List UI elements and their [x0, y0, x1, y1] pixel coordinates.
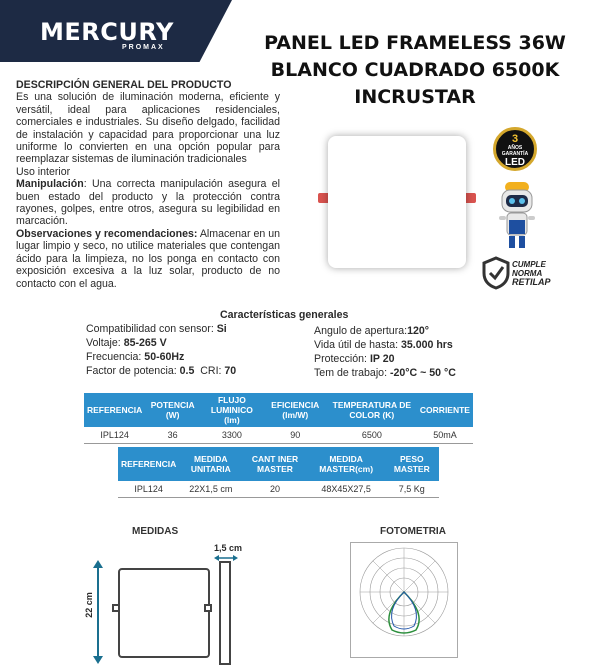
- depth-label: 1,5 cm: [214, 543, 243, 553]
- spec-value: 0.5: [179, 365, 195, 377]
- observations-label: Observaciones y recomendaciones:: [16, 227, 198, 240]
- table-header: FLUJO LUMINICO (lm): [200, 393, 264, 427]
- warranty-badge: [493, 127, 537, 171]
- table-header: REFERENCIA: [84, 393, 145, 427]
- spec-label: Protección:: [314, 353, 370, 365]
- spec-lifetime: [314, 339, 453, 351]
- spec-label: Compatibilidad con sensor:: [86, 323, 217, 335]
- measures-title: MEDIDAS: [132, 526, 179, 537]
- product-description: [16, 79, 280, 290]
- panel-front-drawing: [118, 568, 210, 658]
- table-row: [84, 427, 473, 444]
- table-cell: IPL124: [118, 481, 179, 498]
- spec-label: Angulo de apertura:: [314, 325, 408, 337]
- spec-value: 35.000 hrs: [400, 339, 453, 351]
- table-cell: 6500: [327, 427, 417, 444]
- table-cell: 20: [242, 481, 307, 498]
- table-cell: 50mA: [417, 427, 473, 444]
- handling-paragraph: [16, 178, 280, 228]
- description-body: Es una solución de iluminación moderna, eficiente y versátil, ideal para aplicaciones residenciales, comerciales e industriales. Su diseño delgado, facilidad de instalación y capacidad para proporcionar una luz uniforme lo convierten en una opción popular para reemplazar sistemas de iluminación tradicionales: [16, 91, 280, 166]
- specs-title: Características generales: [220, 309, 349, 321]
- photometry-title: FOTOMETRIA: [380, 526, 446, 537]
- spec-sensor: [86, 323, 227, 335]
- table-row: [118, 481, 439, 498]
- product-title: [240, 30, 590, 111]
- packaging-table: [118, 447, 439, 498]
- observations-paragraph: [16, 228, 280, 290]
- table-header-row: [118, 447, 439, 481]
- spec-value: IP 20: [369, 353, 395, 365]
- table-header: MEDIDA MASTER(cm): [308, 447, 385, 481]
- photometric-polar-chart: [352, 544, 456, 648]
- spec-power-factor: [86, 365, 236, 377]
- title-line-1: PANEL LED FRAMELESS 36W: [264, 32, 566, 54]
- spec-label: CRI:: [194, 365, 225, 377]
- retilap-label: [512, 260, 551, 287]
- spec-label: Tem de trabajo:: [314, 367, 390, 379]
- handling-text: : Una correcta manipulación asegura el buen estado del producto y la protección contra rayones, golpes, entre otros, asegura su legibilidad en marcación.: [16, 178, 280, 228]
- retilap-line-3: RETILAP: [512, 277, 551, 287]
- warranty-led: LED: [505, 157, 525, 168]
- spec-label: Vida útil de hasta:: [314, 339, 401, 351]
- table-cell: 90: [264, 427, 327, 444]
- spec-label: Factor de potencia:: [86, 365, 180, 377]
- panel-tab-right: [204, 604, 212, 612]
- spec-value: 85-265 V: [123, 337, 167, 349]
- technical-table: [84, 393, 473, 444]
- warranty-text: AÑOS GARANTÍA: [501, 145, 529, 157]
- title-line-3: INCRUSTAR: [354, 86, 476, 108]
- table-cell: 3300: [200, 427, 264, 444]
- spec-value: 70: [224, 365, 237, 377]
- brand-logo: MERCURY: [40, 18, 174, 46]
- spec-frequency: [86, 351, 184, 363]
- spec-beam-angle: [314, 325, 429, 337]
- led-panel-image: [328, 136, 466, 268]
- table-header: EFICIENCIA (lm/W): [264, 393, 327, 427]
- spec-label: Voltaje:: [86, 337, 124, 349]
- table-header: CANT INER MASTER: [242, 447, 307, 481]
- spec-voltage: [86, 337, 167, 349]
- table-header: MEDIDA UNITARIA: [179, 447, 242, 481]
- spec-value: 50-60Hz: [144, 351, 185, 363]
- table-cell: 48X45X27,5: [308, 481, 385, 498]
- spec-label: Frecuencia:: [86, 351, 145, 363]
- panel-tab-left: [112, 604, 120, 612]
- spec-value: Si: [216, 323, 227, 335]
- table-header: TEMPERATURA DE COLOR (K): [327, 393, 417, 427]
- retilap-line-1: CUMPLE: [512, 260, 546, 269]
- height-label: 22 cm: [83, 592, 94, 618]
- warranty-years: 3: [511, 133, 519, 145]
- table-cell: 22X1,5 cm: [179, 481, 242, 498]
- table-header: POTENCIA (W): [145, 393, 200, 427]
- table-header: REFERENCIA: [118, 447, 179, 481]
- mascot-robot-icon: [497, 180, 537, 250]
- spec-value: 120°: [407, 325, 429, 337]
- table-header: CORRIENTE: [417, 393, 473, 427]
- observations-text: Almacenar en un lugar limpio y seco, no utilice materiales que contengan ácido para la limpieza, no los ponga en contacto con exposición excesiva a la luz solar, producto de no contacto con el agua.: [16, 227, 280, 290]
- table-header: PESO MASTER: [385, 447, 439, 481]
- table-cell: 7,5 Kg: [385, 481, 439, 498]
- table-header-row: [84, 393, 473, 427]
- handling-label: Manipulación: [16, 178, 84, 191]
- spec-value: -20°C ~ 50 °C: [389, 367, 456, 379]
- panel-side-drawing: [219, 561, 231, 665]
- table-cell: IPL124: [84, 427, 145, 444]
- table-cell: 36: [145, 427, 200, 444]
- spec-work-temperature: [314, 367, 456, 379]
- title-line-2: BLANCO CUADRADO 6500K: [270, 59, 560, 81]
- retilap-shield-icon: [481, 256, 511, 290]
- spec-protection: [314, 353, 395, 365]
- description-use: Uso interior: [16, 165, 71, 178]
- description-heading: DESCRIPCIÓN GENERAL DEL PRODUCTO: [16, 79, 232, 91]
- retilap-line-2: NORMA: [512, 269, 543, 278]
- brand-sub: PROMAX: [122, 44, 165, 51]
